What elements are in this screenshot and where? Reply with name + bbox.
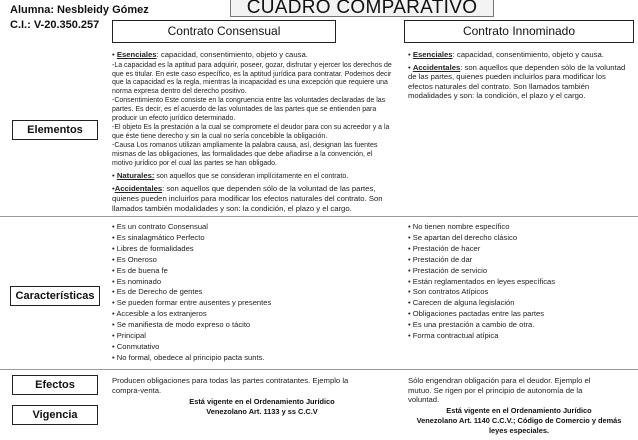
vigencia-line: Venezolano Art. 1140 C.C.V.; Código de Comercio y demás leyes especiales. — [416, 416, 622, 435]
consensual-accidentales: •Accidentales: son aquellos que dependen sólo de la voluntad de las partes, quienes pueden incluirlos para modificar los efectos naturales del contrato. Son llamados también modalidades y son: la condición, el plazo y el cargo. — [112, 184, 383, 213]
list-item: • Es un contrato Consensual — [112, 222, 208, 231]
innominado-vigencia — [408, 406, 630, 436]
naturales-heading: Naturales: — [116, 171, 155, 181]
innominado-elementos — [408, 50, 626, 101]
esenciales-heading: Esenciales — [412, 50, 453, 59]
list-item: • Principal — [112, 331, 146, 341]
detail-paragraph: -Causa Los romanos utilizan ampliamente la palabra causa, así, designan las fuentes mismas de las obligaciones, las formalidades que debe añadirse a la convención, el motivo jurídico por el cual las partes se han obligado. — [112, 141, 378, 167]
column-header-consensual: Contrato Consensual — [112, 20, 336, 43]
list-item: • Se manifiesta de modo expreso o tácito — [112, 320, 251, 330]
detail-paragraph: -El objeto Es la prestación a la cual se compromete el deudor para con su acreedor y a la que éste tiene derecho y sin la cual no sería concebible la obligación. — [112, 123, 390, 140]
innominado-esenciales: • Esenciales: capacidad, consentimiento, objeto y causa. — [408, 50, 604, 59]
list-item: • Prestación de dar — [408, 254, 473, 264]
innominado-accidentales: • Accidentales: son aquellos que dependen sólo de la voluntad de las partes, quienes pueden incluirlos para modificar los efectos naturales del contrato. Son llamados también modalidades y son: la condición, el plazo y el cargo. — [408, 62, 626, 101]
list-item: • No formal, obedece al principio pacta sunts. — [112, 352, 265, 362]
list-item: • Es sinalagmático Perfecto — [112, 232, 205, 242]
innominado-caracteristicas-list — [408, 222, 630, 342]
list-item: • Es Oneroso — [112, 254, 157, 264]
row-divider — [0, 369, 638, 370]
list-item: • Conmutativo — [112, 341, 160, 351]
student-id: C.I.: V-20.350.257 — [10, 19, 100, 31]
row-label-caracteristicas: Características — [10, 286, 100, 306]
esenciales-heading: Esenciales — [116, 50, 157, 59]
page-title: CUADRO COMPARATIVO — [230, 0, 494, 17]
list-item: • Libres de formalidades — [112, 243, 194, 253]
list-item: • Carecen de alguna legislación — [408, 298, 515, 308]
list-item: • Es nominado — [112, 276, 162, 286]
esenciales-text: : capacidad, consentimiento, objeto y causa. — [156, 50, 308, 59]
vigencia-line: Está vigente en el Ordenamiento Jurídico — [446, 406, 592, 415]
accidentales-heading: Accidentales — [412, 62, 461, 72]
list-item: • Es de Derecho de gentes — [112, 287, 203, 297]
list-item: • Obligaciones pactadas entre las partes — [408, 309, 545, 319]
row-label-efectos: Efectos — [12, 375, 98, 395]
consensual-esenciales: • Esenciales: capacidad, consentimiento, objeto y causa. — [112, 50, 308, 59]
list-item: • Están reglamentados en leyes específicas — [408, 276, 556, 286]
esenciales-text: : capacidad, consentimiento, objeto y causa. — [452, 50, 604, 59]
list-item: • Es de buena fe — [112, 265, 168, 275]
consensual-efectos: Producen obligaciones para todas las partes contratantes. Ejemplo la compra-venta. — [112, 376, 349, 395]
consensual-vigencia — [150, 397, 374, 417]
detail-paragraph: -Consentimiento Este consiste en la congruencia entre las voluntades declaradas de las partes. Es decir, es el acuerdo de las voluntades de las partes que se entienden para producir un efecto jurídico determinado. — [112, 97, 386, 123]
consensual-caracteristicas-list — [112, 222, 394, 364]
consensual-elementos — [112, 50, 394, 213]
naturales-text: son aquellos que se consideran implícitamente en el contrato. — [154, 173, 349, 181]
list-item: • Son contratos Atípicos — [408, 287, 489, 297]
list-item: • No tienen nombre específico — [408, 222, 510, 231]
list-item: • Prestación de servicio — [408, 265, 488, 275]
accidentales-text: : son aquellos que dependen sólo de la voluntad de las partes, quienes pueden incluirlos para modificar los efectos naturales del contrato. Son llamados también modalidades y son: la condición, el plazo y el cargo. — [408, 62, 626, 101]
list-item: • Se pueden formar entre ausentes y presentes — [112, 298, 272, 308]
list-item: • Prestación de hacer — [408, 243, 481, 253]
detail-paragraph: -La capacidad es la aptitud para adquirir, poseer, gozar, disfrutar y ejercer los derechos de que es titular. En este caso específico, es la aptitud jurídica para contratar. Podemos decir que la capacidad es la regla, mientras la incapacidad es una excepción que requiere una norma expresa dentro del derecho positivo. — [112, 61, 392, 96]
accidentales-heading: Accidentales — [114, 184, 163, 194]
accidentales-text: : son aquellos que dependen sólo de la voluntad de las partes, quienes pueden incluirlos para modificar los efectos naturales del contrato. Son llamados también modalidades y son: la condición, el plazo y el cargo. — [112, 184, 383, 213]
column-header-innominado: Contrato Innominado — [404, 20, 634, 43]
row-divider — [0, 216, 638, 217]
consensual-elementos-detail — [112, 62, 394, 169]
innominado-efectos: Sólo engendran obligación para el deudor. Ejemplo el mutuo. Se rigen por el principio de autonomía de la voluntad. — [408, 376, 591, 405]
consensual-naturales: • Naturales: son aquellos que se consideran implícitamente en el contrato. — [112, 171, 349, 181]
student-name: Alumna: Nesbleidy Gómez — [10, 4, 149, 16]
vigencia-line: Está vigente en el Ordenamiento Jurídico — [189, 397, 335, 406]
list-item: • Es una prestación a cambio de otra. — [408, 320, 535, 330]
row-label-elementos: Elementos — [12, 120, 98, 140]
vigencia-line: Venezolano Art. 1133 y ss C.C.V — [206, 407, 318, 416]
row-label-vigencia: Vigencia — [12, 405, 98, 425]
list-item: • Accesible a los extranjeros — [112, 309, 207, 319]
list-item: • Se apartan del derecho clásico — [408, 232, 518, 242]
list-item: • Forma contractual atípica — [408, 331, 499, 341]
